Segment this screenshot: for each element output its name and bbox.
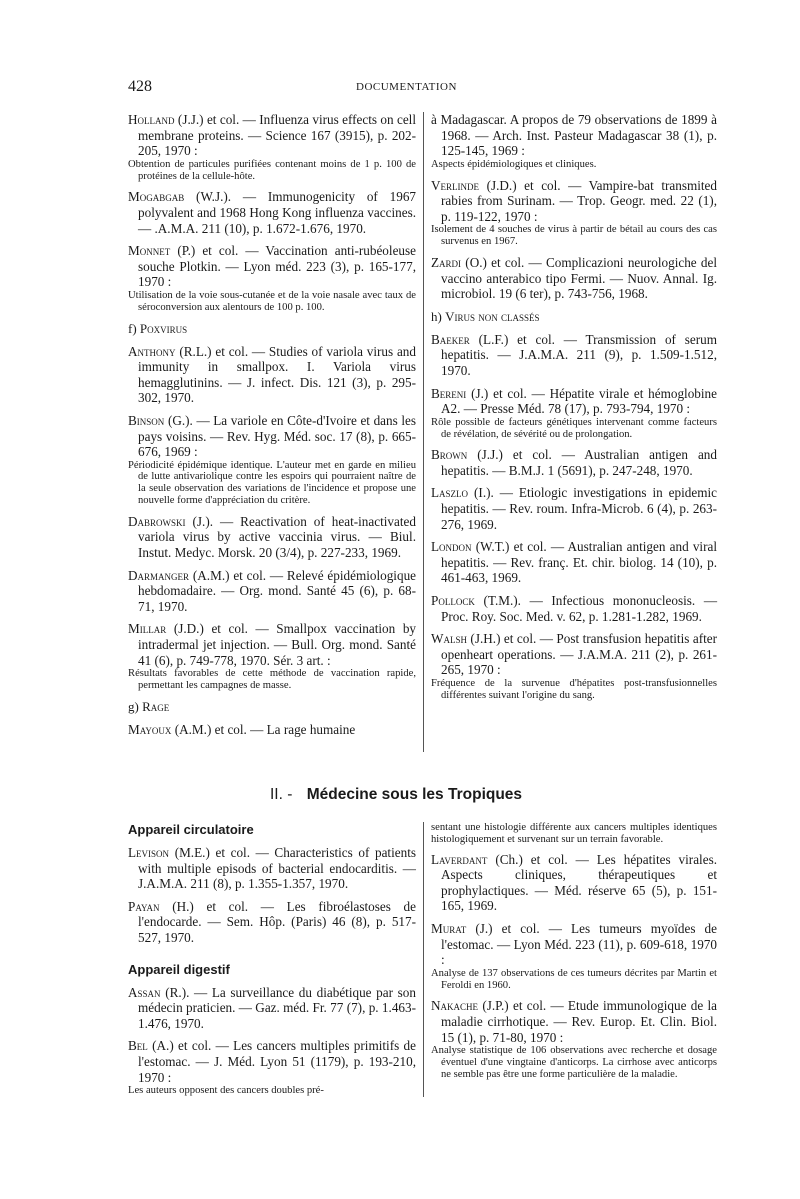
author-name: Nakache — [431, 998, 479, 1014]
bibliography-entry — [128, 845, 416, 892]
bibliography-entry — [128, 1038, 416, 1097]
annotation: Rôle possible de facteurs génétiques intervenant comme facteurs de révélation, de sévérité ou de prolongation. — [431, 416, 717, 440]
subheading: Appareil digestif — [128, 961, 230, 977]
bibliography-entry — [128, 722, 416, 738]
citation-text: (A.M.) et col. — Relevé épidémiologique hebdomadaire. — Org. mond. Santé 45 (6), p. 68-71, 1970. — [138, 567, 417, 614]
bibliography-entry — [431, 593, 717, 624]
citation-text: (H.) et col. — Les fibroélastoses de l'endocarde. — Sem. Hôp. (Paris) 46 (8), p. 517-527, 1970. — [138, 898, 417, 945]
entry-group — [128, 845, 416, 946]
citation — [431, 178, 717, 225]
citation — [431, 112, 717, 159]
citation-text: (W.J.). — Immunogenicity of 1967 polyvalent and 1968 Hong Kong influenza vaccines. — .A.M.A. 211 (10), p. 1.672-1.676, 1970. — [138, 189, 417, 236]
author-name: Laszlo — [431, 485, 469, 501]
running-head: DOCUMENTATION — [356, 81, 457, 93]
citation — [128, 621, 416, 668]
author-name: Assan — [128, 984, 161, 1000]
citation — [128, 845, 416, 892]
bibliography-entry — [431, 178, 717, 248]
citation-text: (J.) et col. — Les tumeurs myoïdes de l'estomac. — Lyon Méd. 223 (11), p. 609-618, 1970 : — [441, 920, 717, 968]
citation — [431, 386, 717, 417]
citation-text: (M.E.) et col. — Characteristics of patients with multiple episods of bacterial endocarditis. — J.A.M.A. 211 (8), p. 1.355-1.357, 1970. — [138, 845, 417, 892]
column-divider — [423, 822, 424, 1097]
author-name: Monnet — [128, 243, 171, 259]
section-heading — [128, 321, 416, 337]
citation — [431, 631, 717, 678]
author-name: Anthony — [128, 343, 176, 359]
author-name: Brown — [431, 447, 468, 463]
citation — [128, 243, 416, 290]
citation-text: (J.H.) et col. — Post transfusion hepatitis after openheart operations. — J.A.M.A. 211 (2), p. 261-265, 1970 : — [441, 631, 717, 678]
bibliography-entry — [128, 514, 416, 561]
section-letter: g) — [128, 698, 139, 714]
annotation: Périodicité épidémique identique. L'auteur met en garde en milieu de lutte antivariolique contre les espoirs qui pourraient naître de la seule observation des variations de l'incidence et propose une nouvelle forme d'appréciation du critère. — [128, 459, 416, 507]
section-heading — [431, 309, 717, 325]
bibliography-entry — [128, 899, 416, 946]
chapter-title: Médecine sous les Tropiques — [306, 786, 523, 803]
citation-text: (J.P.) et col. — Etude immunologique de la maladie cirrhotique. — Rev. Europ. Et. Clin. Biol. 15 (1), p. 71-80, 1970 : — [441, 998, 718, 1045]
citation-text: à Madagascar. A propos de 79 observations de 1899 à 1968. — Arch. Inst. Pasteur Madagascar 38 (1), p. 125-145, 1969 : — [431, 112, 717, 159]
bibliography-entry — [431, 255, 717, 302]
column-divider — [423, 112, 424, 752]
citation — [431, 332, 717, 379]
bibliography-entry — [128, 621, 416, 691]
citation — [128, 189, 416, 236]
page-header — [128, 78, 688, 98]
citation-text: (I.). — Etiologic investigations in epidemic hepatitis. — Rev. roum. Infra-Microb. 6 (4), p. 263-276, 1969. — [441, 485, 717, 532]
section-letter: h) — [431, 308, 442, 324]
citation — [431, 593, 717, 624]
top-left-column — [128, 112, 416, 744]
entry-group — [128, 985, 416, 1097]
citation — [128, 514, 416, 561]
bibliography-entry — [128, 413, 416, 507]
bibliography-entry — [128, 344, 416, 406]
citation-text: (P.) et col. — Vaccination anti-rubéoleuse souche Plotkin. — Lyon méd. 223 (3), p. 165-177, 1970 : — [138, 243, 416, 290]
bibliography-entry — [431, 852, 717, 914]
citation — [431, 485, 717, 532]
citation — [431, 921, 717, 968]
citation — [431, 998, 717, 1045]
bibliography-entry — [431, 112, 717, 171]
citation-text: (R.L.) et col. — Studies of variola virus and immunity in smallpox. I. Variola virus hemagglutinins. — J. infect. Dis. 121 (3), p. 295-302, 1970. — [138, 343, 416, 406]
author-name: Mayoux — [128, 721, 172, 737]
author-name: Payan — [128, 898, 160, 914]
citation — [128, 1038, 416, 1085]
annotation: Analyse statistique de 106 observations avec recherche et dosage éventuel d'une vingtaine d'anticorps. La cirrhose avec anticorps ne semble pas être une forme particulière de la maladie. — [431, 1045, 717, 1080]
author-name: London — [431, 539, 472, 555]
citation-text: (R.). — La surveillance du diabétique par son médecin praticien. — Gaz. méd. Fr. 77 (7), p. 1.463-1.476, 1970. — [138, 984, 416, 1031]
bibliography-entry — [431, 386, 717, 441]
author-name: Darmanger — [128, 567, 190, 583]
citation-text: (J.) et col. — Hépatite virale et hémoglobine A2. — Presse Méd. 78 (17), p. 793-794, 1970 : — [441, 385, 718, 417]
citation-text: (J.D.) et col. — Vampire-bat transmited rabies from Surinam. — Trop. Geogr. med. 22 (1), p. 119-122, 1970 : — [441, 177, 718, 224]
annotation: Les auteurs opposent des cancers doubles pré- — [128, 1085, 324, 1097]
section-label: Poxvirus — [139, 320, 188, 336]
annotation: Isolement de 4 souches de virus à partir de bétail au cours des cas survenus en 1967. — [431, 224, 717, 248]
bottom-right-column — [431, 822, 717, 1088]
annotation: Résultats favorables de cette méthode de vaccination rapide, permettant les campagnes de masse. — [128, 668, 416, 692]
citation — [128, 112, 416, 159]
chapter-heading — [270, 786, 590, 804]
citation — [128, 985, 416, 1032]
bibliography-entry — [431, 631, 717, 701]
citation-text: (A.) et col. — Les cancers multiples primitifs de l'estomac. — J. Méd. Lyon 51 (1179), p. 193-210, 1970 : — [138, 1038, 416, 1085]
bibliography-entry — [128, 985, 416, 1032]
author-name: Millar — [128, 621, 167, 637]
annotation: Fréquence de la survenue d'hépatites post-transfusionnelles différentes suivant l'origine du sang. — [431, 678, 717, 701]
citation-text: (Ch.) et col. — Les hépatites virales. Aspects cliniques, thérapeutiques et prophylactiques. — Méd. réserve 65 (5), p. 151-165, 1969. — [441, 851, 717, 914]
section-letter: f) — [128, 320, 137, 336]
continued-note: sentant une histologie différente aux cancers multiples identiques histologiquement et survenant sur un terrain favorable. — [431, 822, 717, 845]
citation — [128, 722, 416, 738]
author-name: Laverdant — [431, 851, 488, 867]
bibliography-entry — [431, 921, 717, 991]
bibliography-entry — [431, 332, 717, 379]
bibliography-entry — [128, 189, 416, 236]
bibliography-entry — [128, 243, 416, 313]
subheading: Appareil circulatoire — [128, 822, 254, 837]
annotation: Obtention de particules purifiées contenant moins de 1 p. 100 de protéines de la cellule-hôte. — [128, 158, 416, 182]
citation — [128, 413, 416, 460]
section-label: Rage — [142, 698, 170, 714]
author-name: Binson — [128, 412, 165, 428]
bibliography-entry — [128, 112, 416, 182]
citation — [431, 447, 717, 478]
author-name: Pollock — [431, 593, 475, 609]
section-label: Virus non classés — [445, 308, 540, 324]
citation-text: (J.J.) et col. — Influenza virus effects on cell membrane proteins. — Science 167 (3915), p. 202-205, 1970 : — [138, 112, 417, 159]
citation — [128, 344, 416, 406]
bibliography-entry — [431, 485, 717, 532]
author-name: Walsh — [431, 631, 467, 647]
citation-text: (A.M.) et col. — La rage humaine — [174, 721, 356, 737]
bibliography-entry — [431, 539, 717, 586]
author-name: Zardi — [431, 254, 462, 270]
citation — [128, 899, 416, 946]
citation — [431, 539, 717, 586]
citation-text: (J.). — Reactivation of heat-inactivated variola virus by active vaccinia virus. — Biul. Instut. Medyc. Morsk. 20 (3/4), p. 227-233, 1969. — [138, 513, 416, 561]
author-name: Holland — [128, 112, 175, 127]
author-name: Bereni — [431, 385, 467, 401]
bottom-left-column — [128, 822, 416, 1104]
page-number: 428 — [128, 78, 152, 95]
citation-text: (J.D.) et col. — Smallpox vaccination by intradermal jet injection. — Bull. Org. mond. Santé 41 (6), p. 749-778, 1970. Sér. 3 art. : — [138, 621, 417, 668]
citation-text: (J.J.) et col. — Australian antigen and hepatitis. — B.M.J. 1 (5691), p. 247-248, 1970. — [441, 447, 717, 478]
author-name: Mogabgab — [128, 189, 185, 205]
citation-text: (L.F.) et col. — Transmission of serum hepatitis. — J.A.M.A. 211 (9), p. 1.509-1.512, 1970. — [441, 331, 717, 378]
author-name: Baeker — [431, 331, 470, 347]
author-name: Verlinde — [431, 177, 480, 193]
citation-text: (G.). — La variole en Côte-d'Ivoire et dans les pays voisins. — Rev. Hyg. Méd. soc. 17 (8), p. 665-676, 1969 : — [138, 412, 417, 460]
annotation: Analyse de 137 observations de ces tumeurs décrites par Martin et Feroldi en 1960. — [431, 967, 717, 991]
author-name: Levison — [128, 845, 170, 860]
bibliography-entry — [431, 998, 717, 1080]
chapter-number: II. - — [270, 786, 293, 803]
citation-text: (W.T.) et col. — Australian antigen and viral hepatitis. — Rev. franç. Et. chir. biolog. 14 (10), p. 461-463, 1969. — [441, 539, 718, 586]
entry-group — [431, 852, 717, 1081]
top-right-column — [431, 112, 717, 709]
annotation: Aspects épidémiologiques et cliniques. — [431, 158, 597, 170]
citation — [431, 852, 717, 914]
bibliography-entry — [431, 447, 717, 478]
author-name: Bel — [128, 1038, 148, 1054]
annotation: Utilisation de la voie sous-cutanée et de la voie nasale avec taux de séroconversion aux alentours de 100 p. 100. — [128, 289, 416, 313]
citation — [128, 568, 416, 615]
citation-text: (O.) et col. — Complicazioni neurologiche del vaccino anterabico tipo Fermi. — Nuov. Annal. Ig. microbiol. 19 (6 ter), p. 743-756, 1968. — [441, 254, 718, 302]
citation-text: (T.M.). — Infectious mononucleosis. — Proc. Roy. Soc. Med. v. 62, p. 1.281-1.282, 1969. — [441, 593, 718, 624]
author-name: Murat — [431, 920, 467, 936]
citation — [431, 255, 717, 302]
author-name: Dabrowski — [128, 513, 186, 529]
bibliography-entry — [128, 568, 416, 615]
section-heading — [128, 699, 416, 715]
